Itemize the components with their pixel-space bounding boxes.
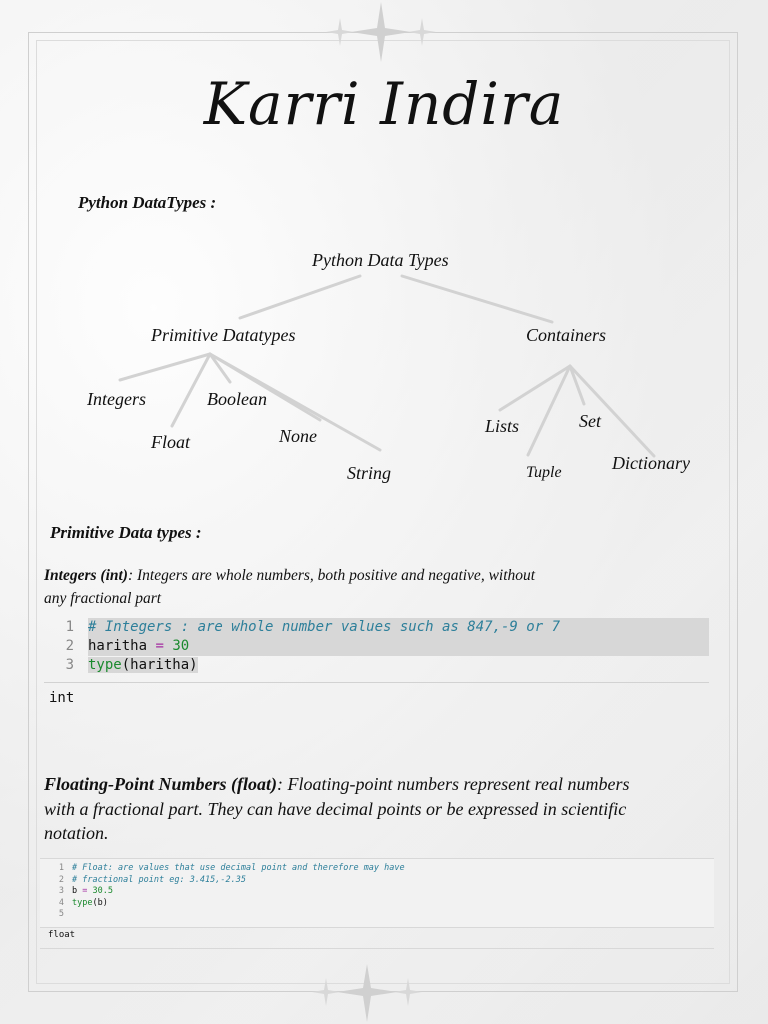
integers-text: : Integers are whole numbers, both positive and negative, without [127,567,536,584]
tree-node-boolean: Boolean [207,389,267,409]
code-output-integers: int [49,690,75,706]
float-text: : Floating-point numbers represent real numbers [277,774,630,794]
integers-term: Integers (int) [44,567,128,584]
code-function: type [88,657,122,673]
code-variable: haritha [88,638,148,654]
tree-node-string: String [347,463,392,483]
code-number: 30.5 [92,886,113,896]
line-number: 1 [58,863,64,873]
line-number: 3 [58,886,64,896]
section-heading: Python DataTypes : [78,193,217,212]
line-number: 1 [65,619,74,635]
tree-node-dictionary: Dictionary [612,453,690,473]
edge-root-primitive [240,276,360,318]
float-paragraph [44,772,724,846]
integers-text-line2: any fractional part [44,590,162,607]
code-output-float: float [48,930,76,940]
line-number: 2 [65,638,74,654]
edge-primitive-integers [120,354,210,380]
float-term: Floating-Point Numbers (float) [44,774,278,794]
float-text-line2: with a fractional part. They can have decimal points or be expressed in scientific [44,798,627,819]
code-cell-float [40,858,714,928]
integers-paragraph [44,564,684,610]
code-line [44,656,709,675]
tree-node-primitive: Primitive Datatypes [151,325,296,345]
code-line [40,886,714,898]
code-comment: # Integers : are whole number values such as 847,-9 or 7 [88,619,561,635]
code-args: (haritha) [121,657,198,673]
code-line [40,909,714,921]
code-function: type [72,897,93,908]
code-comment: # Float: are values that use decimal point and therefore may have [72,863,405,873]
code-cell-integers [44,618,709,683]
tree-node-tuple: Tuple [526,464,562,481]
tree-node-float: Float [151,432,190,452]
tree-node-lists: Lists [485,416,520,436]
code-number: 30 [172,638,190,654]
tree-node-integers: Integers [87,389,146,409]
edge-root-containers [402,276,552,322]
code-line [40,898,714,910]
primitive-heading: Primitive Data types : [50,523,202,542]
code-operator: = [147,638,173,654]
divider [40,948,714,949]
code-line [44,637,709,656]
page-title: Karri Indira [203,70,565,138]
line-number: 4 [58,897,64,908]
tree-node-containers: Containers [526,325,607,345]
line-number: 3 [65,657,74,673]
tree-node-none: None [279,426,317,446]
code-line [44,618,709,637]
code-line [40,863,714,875]
tree-node-set: Set [579,411,601,431]
code-comment: # fractional point eg: 3.415,-2.35 [72,874,246,885]
code-args: (b) [92,897,108,908]
float-text-line3: notation. [44,823,109,843]
sparkle-bottom-icon [312,962,422,1024]
code-variable: b [72,886,78,896]
tree-node-root: Python Data Types [312,250,449,270]
line-number: 5 [58,909,64,919]
code-operator: = [77,886,93,896]
line-number: 2 [58,874,64,885]
code-line [40,875,714,887]
